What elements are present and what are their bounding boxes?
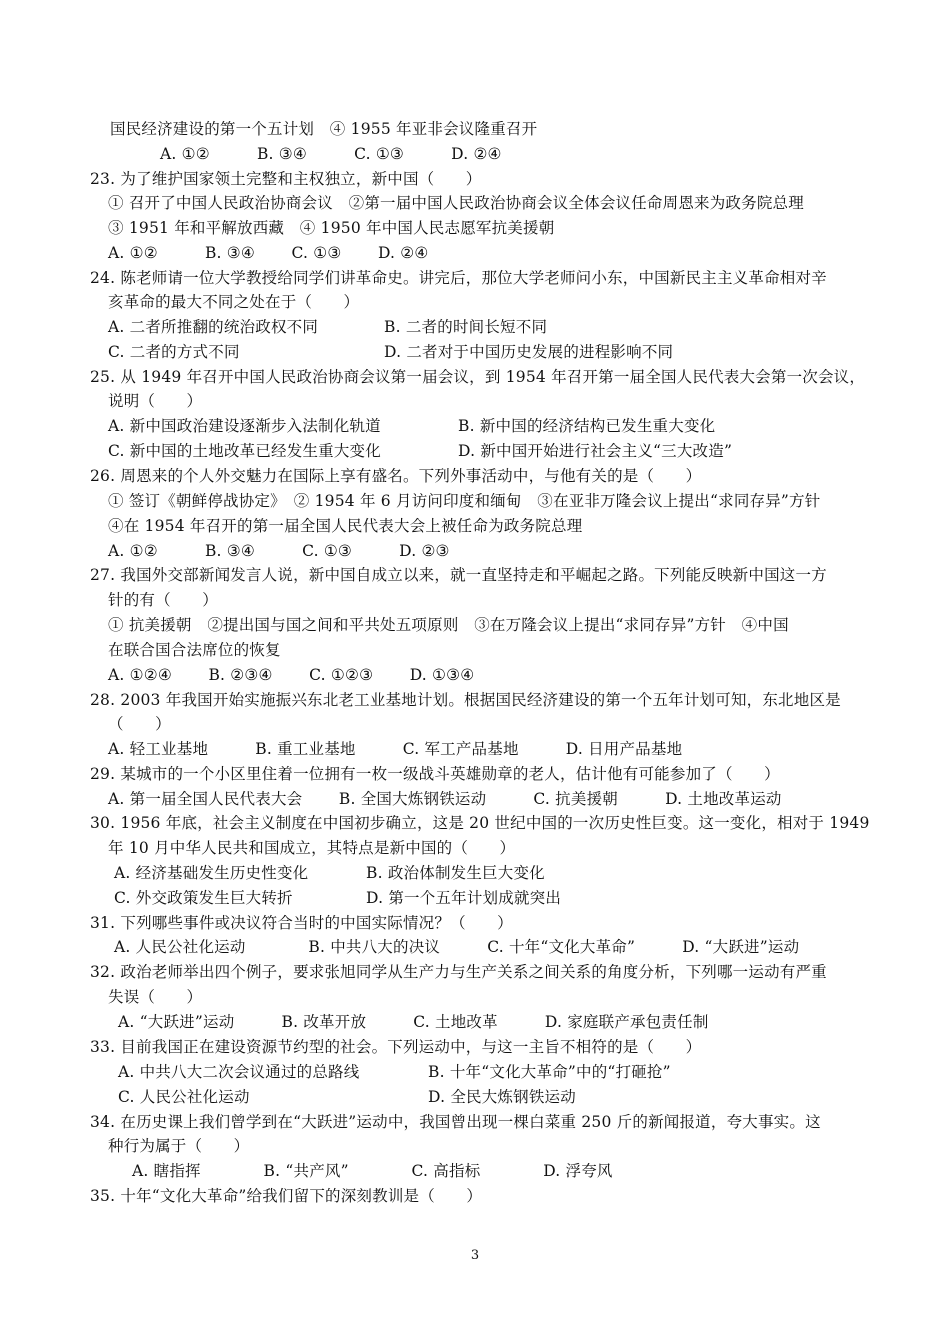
text-line: 国民经济建设的第一个五计划 ④ 1955 年亚非会议隆重召开 (110, 120, 538, 138)
text-line: 31. 下列哪些事件或决议符合当时的中国实际情况？（ ） (90, 914, 513, 932)
text-line: D. 新中国开始进行社会主义“三大改造” (458, 442, 733, 460)
text-line: ① 召开了中国人民政治协商会议 ②第一届中国人民政治协商会议全体会议任命周恩来为政务院总理 (108, 194, 804, 212)
text-line: 27. 我国外交部新闻发言人说，新中国自成立以来，就一直坚持走和平崛起之路。下列能反映新中国这一方 (90, 566, 827, 584)
text-line: 23. 为了维护国家领土完整和主权独立，新中国（ ） (90, 170, 482, 188)
text-line: C. 外交政策发生巨大转折 (114, 889, 293, 907)
text-line: 32. 政治老师举出四个例子，要求张旭同学从生产力与生产关系之间关系的角度分析，下列哪一运动有严重 (90, 963, 827, 981)
text-line: 说明（ ） (108, 392, 203, 410)
text-line: A. 瞎指挥 B. “共产风” C. 高指标 D. 浮夸风 (132, 1162, 613, 1180)
text-line: 35. 十年“文化大革命”给我们留下的深刻教训是（ ） (90, 1187, 483, 1205)
text-line: D. 第一个五年计划成就突出 (366, 889, 562, 907)
text-line: A. 二者所推翻的统治政权不同 (108, 318, 319, 336)
text-line: 26. 周恩来的个人外交魅力在国际上享有盛名。下列外事活动中，与他有关的是（ ） (90, 467, 702, 485)
text-line: C. 二者的方式不同 (108, 343, 240, 361)
text-line: ① 抗美援朝 ②提出国与国之间和平共处五项原则 ③在万隆会议上提出“求同存异”方针 ④中国 (108, 616, 789, 634)
text-line: A. 轻工业基地 B. 重工业基地 C. 军工产品基地 D. 日用产品基地 (108, 740, 683, 758)
text-line: C. 人民公社化运动 (118, 1088, 250, 1106)
text-line: 失误（ ） (108, 988, 203, 1006)
text-line: 在联合国合法席位的恢复 (108, 641, 281, 659)
text-line: C. 新中国的土地改革已经发生重大变化 (108, 442, 381, 460)
text-line: A. “大跃进”运动 B. 改革开放 C. 土地改革 D. 家庭联产承包责任制 (118, 1013, 709, 1031)
text-line: A. 第一届全国人民代表大会 B. 全国大炼钢铁运动 C. 抗美援朝 D. 土地改革运动 (108, 790, 782, 808)
text-line: A. 中共八大二次会议通过的总路线 (118, 1063, 360, 1081)
text-line: 针的有（ ） (108, 591, 218, 609)
text-line: A. 人民公社化运动 B. 中共八大的决议 C. 十年“文化大革命” D. “大跃进”运动 (114, 938, 800, 956)
text-line: D. 二者对于中国历史发展的进程影响不同 (384, 343, 674, 361)
text-line: 30. 1956 年底，社会主义制度在中国初步确立，这是 20 世纪中国的一次历史性巨变。这一变化，相对于 1949 (90, 814, 870, 832)
text-line: 24. 陈老师请一位大学教授给同学们讲革命史。讲完后，那位大学老师问小东，中国新民主主义革命相对辛 (90, 269, 827, 287)
text-line: B. 新中国的经济结构已发生重大变化 (458, 417, 716, 435)
text-line: （ ） (108, 715, 171, 733)
text-line: 年 10 月中华人民共和国成立，其特点是新中国的（ ） (108, 839, 516, 857)
text-line: A. ①②④ B. ②③④ C. ①②③ D. ①③④ (108, 666, 475, 684)
text-line: A. 经济基础发生历史性变化 (114, 864, 309, 882)
text-line: 25. 从 1949 年召开中国人民政治协商会议第一届会议，到 1954 年召开第一届全国人民代表大会第一次会议， (90, 368, 866, 386)
text-line: ④在 1954 年召开的第一届全国人民代表大会上被任命为政务院总理 (108, 517, 583, 535)
text-line: 28. 2003 年我国开始实施振兴东北老工业基地计划。根据国民经济建设的第一个五年计划可知，东北地区是 (90, 691, 841, 709)
text-line: D. 全民大炼钢铁运动 (428, 1088, 576, 1106)
text-line: B. 十年“文化大革命”中的“打砸抢” (428, 1063, 671, 1081)
text-line: B. 政治体制发生巨大变化 (366, 864, 545, 882)
page-number: 3 (470, 1248, 480, 1263)
text-line: A. ①② B. ③④ C. ①③ D. ②④ (160, 145, 502, 163)
text-line: A. ①② B. ③④ C. ①③ D. ②④ (108, 244, 429, 262)
text-line: A. ①② B. ③④ C. ①③ D. ②③ (108, 542, 450, 560)
text-line: 亥革命的最大不同之处在于（ ） (108, 293, 360, 311)
text-line: B. 二者的时间长短不同 (384, 318, 548, 336)
text-line: 34. 在历史课上我们曾学到在“大跃进”运动中，我国曾出现一棵白菜重 250 斤的新闻报道，夸大事实。这 (90, 1113, 821, 1131)
text-line: A. 新中国政治建设逐渐步入法制化轨道 (108, 417, 381, 435)
text-line: 种行为属于（ ） (108, 1137, 250, 1155)
text-line: 33. 目前我国正在建设资源节约型的社会。下列运动中，与这一主旨不相符的是（ ） (90, 1038, 702, 1056)
text-line: ① 签订《朝鲜停战协定》 ② 1954 年 6 月访问印度和缅甸 ③在亚非万隆会议上提出“求同存异”方针 (108, 492, 821, 510)
text-line: ③ 1951 年和平解放西藏 ④ 1950 年中国人民志愿军抗美援朝 (108, 219, 555, 237)
text-line: 29. 某城市的一个小区里住着一位拥有一枚一级战斗英雄勋章的老人，估计他有可能参加了（ ） (90, 765, 780, 783)
